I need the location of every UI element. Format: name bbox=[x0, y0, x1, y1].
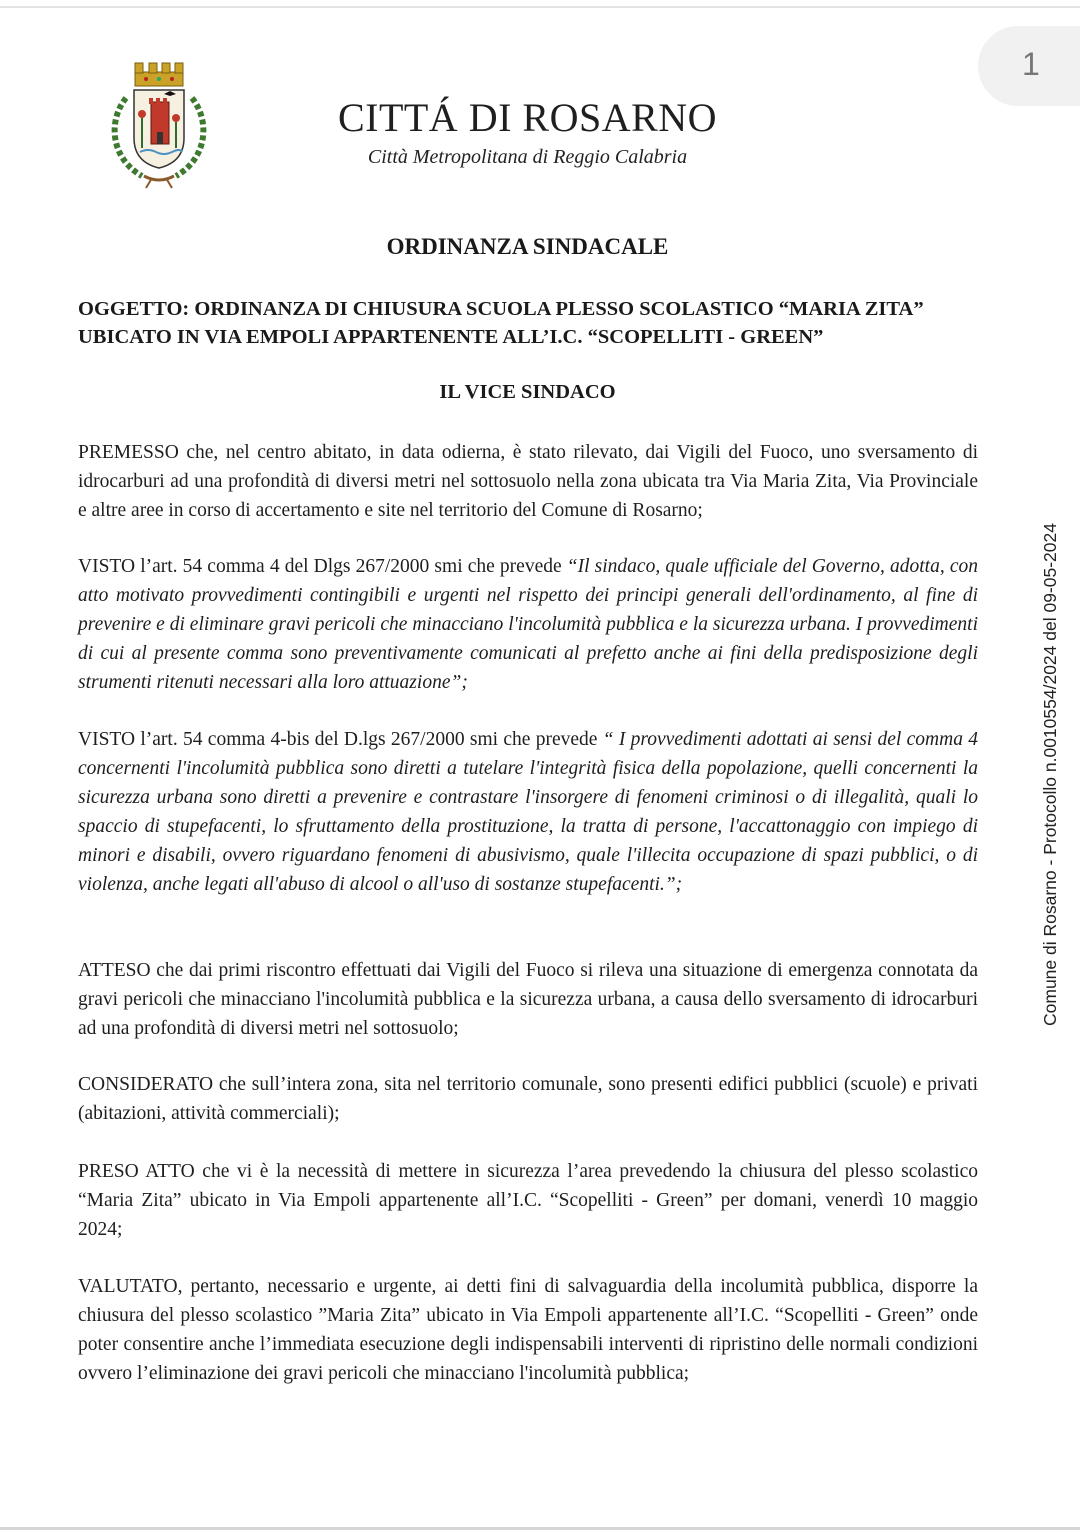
paragraph-lead: VISTO bbox=[78, 556, 136, 577]
paragraph-text: che vi è la necessità di mettere in sicurezza l’area prevedendo la chiusura del plesso scolastico “Maria Zita” ubicato in Via Empoli appartenente all’I.C. “Scopelliti - Green” per domani, venerdì 10 maggio 2024; bbox=[78, 1161, 978, 1240]
protocol-stamp: Comune di Rosarno - Protocollo n.0010554/2024 del 09-05-2024 bbox=[1040, 523, 1060, 1026]
paragraph-lead: PREMESSO bbox=[78, 442, 179, 463]
paragraph-quote: “Il sindaco, quale ufficiale del Governo, adotta, con atto motivato provvedimenti contingibili e urgenti nel rispetto dei principi generali dell'ordinamento, al fine di prevenire e di eliminare gravi pericoli che minacciano l'incolumità pubblica e la sicurezza urbana. I provvedimenti di cui al presente comma sono preventivamente comunicati al prefetto anche ai fini della predisposizione degli strumenti ritenuti necessari alla loro attuazione”; bbox=[78, 556, 978, 693]
document-subject bbox=[78, 295, 978, 351]
paragraph-preso-atto bbox=[78, 1157, 978, 1244]
paragraph-visto-1 bbox=[78, 552, 978, 697]
paragraph-lead: PRESO ATTO bbox=[78, 1161, 195, 1182]
paragraph-text: l’art. 54 comma 4 del Dlgs 267/2000 smi che prevede bbox=[135, 556, 567, 577]
subject-line-1: OGGETTO: ORDINANZA DI CHIUSURA SCUOLA PLESSO SCOLASTICO “MARIA ZITA” bbox=[78, 298, 924, 320]
subject-line-2: UBICATO IN VIA EMPOLI APPARTENENTE ALL’I.C. “SCOPELLITI - GREEN” bbox=[78, 326, 824, 348]
paragraph-considerato bbox=[78, 1070, 978, 1128]
top-divider bbox=[0, 6, 1080, 8]
paragraph-lead: CONSIDERATO bbox=[78, 1074, 214, 1095]
page-number-badge: 1 bbox=[978, 26, 1080, 106]
paragraph-text: , pertanto, necessario e urgente, ai detti fini di salvaguardia della incolumità pubblica, disporre la chiusura del plesso scolastico ”Maria Zita” ubicato in Via Empoli appartenente all’I.C. “Scopelliti - Green” onde poter consentire anche l’immediata esecuzione degli indispensabili interventi di ripristino delle normali condizioni ovvero l’eliminazione dei gravi pericoli che minacciano l'incolumità pubblica; bbox=[78, 1276, 978, 1384]
paragraph-lead: VALUTATO bbox=[78, 1276, 178, 1297]
paragraph-text: l’art. 54 comma 4-bis del D.lgs 267/2000 smi che prevede bbox=[135, 729, 603, 750]
paragraph-visto-2 bbox=[78, 725, 978, 899]
city-name: CITTÁ DI ROSARNO bbox=[337, 95, 718, 140]
paragraph-premesso bbox=[78, 438, 978, 525]
paragraph-text: che dai primi riscontro effettuati dai Vigili del Fuoco si rileva una situazione di emergenza connotata da gravi pericoli che minacciano l'incolumità pubblica e la sicurezza urbana, a causa dello sversamento di idrocarburi ad una profondità di diversi metri nel sottosuolo; bbox=[78, 960, 978, 1039]
issuer-heading: IL VICE SINDACO bbox=[439, 381, 616, 403]
bottom-divider bbox=[0, 1527, 1080, 1530]
paragraph-text: che, nel centro abitato, in data odierna, è stato rilevato, dai Vigili del Fuoco, uno sversamento di idrocarburi ad una profondità di diversi metri nel sottosuolo nella zona ubicata tra Via Maria Zita, Via Provinciale e altre aree in corso di accertamento e site nel territorio del Comune di Rosarno; bbox=[78, 442, 978, 521]
coat-of-arms-icon bbox=[104, 58, 214, 190]
paragraph-quote: “ I provvedimenti adottati ai sensi del comma 4 concernenti l'incolumità pubblica sono diretti a tutelare l'integrità fisica della popolazione, quelli concernenti la sicurezza urbana sono diretti a prevenire e contrastare l'insorgere di fenomeni criminosi o di illegalità, quali lo spaccio di stupefacenti, lo sfruttamento della prostituzione, la tratta di persone, l'accattonaggio con impiego di minori e disabili, ovvero riguardano fenomeni di abusivismo, quale l'illecita occupazione di spazi pubblici, o di violenza, anche legati all'abuso di alcool o all'uso di sostanze stupefacenti.”; bbox=[78, 729, 978, 895]
paragraph-atteso bbox=[78, 956, 978, 1043]
document-title: ORDINANZA SINDACALE bbox=[386, 234, 669, 259]
paragraph-lead: ATTESO bbox=[78, 960, 151, 981]
city-subtitle: Città Metropolitana di Reggio Calabria bbox=[367, 146, 688, 168]
paragraph-valutato bbox=[78, 1272, 978, 1388]
paragraph-text: che sull’intera zona, sita nel territorio comunale, sono presenti edifici pubblici (scuole) e privati (abitazioni, attività commerciali); bbox=[78, 1074, 978, 1124]
paragraph-lead: VISTO bbox=[78, 729, 136, 750]
